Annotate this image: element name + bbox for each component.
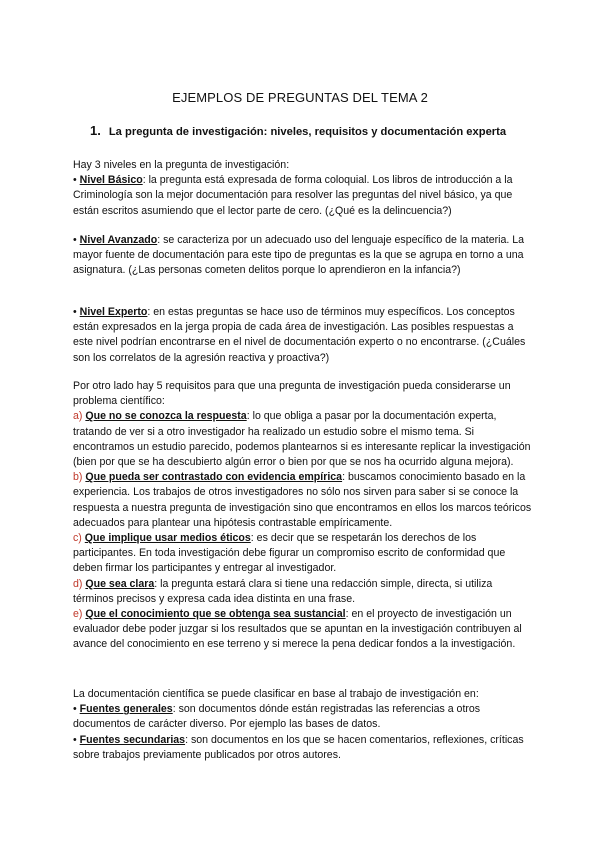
level-advanced-block: [73, 233, 535, 279]
bullet: •: [73, 174, 77, 187]
requisite-item: [73, 409, 535, 470]
source-text: : son documentos dónde están registradas las referencias a otros documentos de carácter diverso. Por ejemplo las bases de datos.: [73, 703, 481, 731]
requisite-text: : buscamos conocimiento basado en la experiencia. Los trabajos de otros investigadores no sólo nos sirven para saber si se conoce la respuesta a nuestra pregunta de investigación sino que encontramos en ellos los marcos teóricos adecuados para plantear una hipótesis contrastable empíricamente.: [73, 471, 532, 529]
bullet: •: [73, 733, 77, 746]
requisite-letter: c): [73, 532, 82, 545]
bullet: •: [73, 234, 77, 246]
level-basic: [73, 173, 535, 219]
level-term: Nivel Avanzado: [79, 234, 158, 246]
requisite-item: [73, 470, 535, 531]
section-heading: [90, 123, 506, 138]
requisite-item: [73, 607, 535, 653]
bullet: •: [73, 306, 77, 318]
heading-text: La pregunta de investigación: niveles, requisitos y documentación experta: [108, 126, 507, 138]
page-title: EJEMPLOS DE PREGUNTAS DEL TEMA 2: [172, 90, 428, 105]
level-term: Nivel Básico: [79, 174, 143, 187]
requisite-text: : es decir que se respetarán los derechos de los participantes. En toda investigación debe figurar un compromiso escrito de conformidad que deben firmar los participantes y entregar al investigador.: [73, 532, 506, 575]
source-term: Fuentes secundarias: [79, 733, 186, 746]
requisite-letter: b): [73, 471, 83, 484]
level-text: : la pregunta está expresada de forma coloquial. Los libros de introducción a la Criminología son la mejor documentación para resolver las preguntas del nivel básico, ya que están escritos asumiendo que el lector parte de cero. (¿Qué es la delincuencia?): [73, 174, 513, 217]
requisite-item: [73, 577, 535, 607]
requisite-text: : lo que obliga a pasar por la documentación experta, tratando de ver si a otro investigador ha realizado un estudio sobre el mismo tema. Si encontramos un estudio parecido, podemos plantearnos si es interesante replicar la investigación (bien por que se ha descubierto algún error o bien por que se nos ha ocurrido alguna mejora).: [73, 410, 531, 469]
sources-section: [73, 687, 535, 763]
levels-section: [73, 158, 535, 219]
level-text: : en estas preguntas se hace uso de términos muy específicos. Los conceptos están expresados en la jerga propia de cada área de investigación. Las posibles respuestas a este nivel podrían encontrarse en el nivel de documentación experto o no encontrarse. (¿Cuáles son los correlatos de la agresión reactiva y proactiva?): [73, 306, 526, 364]
sources-intro: La documentación científica se puede clasificar en base al trabajo de investigación en:: [73, 688, 479, 700]
requisites-section: [73, 379, 535, 653]
source-term: Fuentes generales: [79, 703, 173, 716]
requisite-text: : la pregunta estará clara si tiene una redacción simple, directa, si utiliza términos precisos y expresa cada idea distinta en una frase.: [73, 577, 493, 605]
level-expert-block: [73, 305, 535, 366]
level-expert: [73, 305, 535, 366]
requisite-term: Que sea clara: [85, 577, 155, 590]
source-item: [73, 733, 535, 763]
requisite-letter: d): [73, 577, 83, 590]
requisite-term: Que pueda ser contrastado con evidencia empírica: [85, 471, 343, 484]
requisite-term: Que el conocimiento que se obtenga sea sustancial: [85, 608, 346, 621]
levels-intro: Hay 3 niveles en la pregunta de investigación:: [73, 159, 290, 171]
requisites-intro: Por otro lado hay 5 requisitos para que una pregunta de investigación pueda considerarse un problema científico:: [73, 380, 511, 408]
requisite-item: [73, 531, 535, 577]
bullet: •: [73, 703, 77, 716]
requisite-term: Que implique usar medios éticos: [84, 532, 251, 545]
heading-number: 1.: [90, 123, 101, 138]
requisite-term: Que no se conozca la respuesta: [85, 410, 247, 423]
level-advanced: [73, 233, 535, 279]
level-term: Nivel Experto: [79, 306, 148, 318]
requisite-text: : en el proyecto de investigación un evaluador debe poder juzgar si los resultados que se apuntan en la investigación contribuyen al avance del conocimiento en ese terreno y si merece la pena dedicar fondos a la investigación.: [73, 608, 522, 651]
level-text: : se caracteriza por un adecuado uso del lenguaje específico de la materia. La mayor fuente de documentación para este tipo de preguntas es la que se agrupa en torno a una asignatura. (¿Las personas cometen delitos porque lo aprendieron en la infancia?): [73, 234, 525, 277]
requisite-letter: a): [73, 410, 83, 423]
source-item: [73, 702, 535, 732]
requisite-letter: e): [73, 608, 83, 621]
source-text: : son documentos en los que se hacen comentarios, reflexiones, críticas sobre trabajos previamente publicados por otros autores.: [73, 733, 524, 761]
